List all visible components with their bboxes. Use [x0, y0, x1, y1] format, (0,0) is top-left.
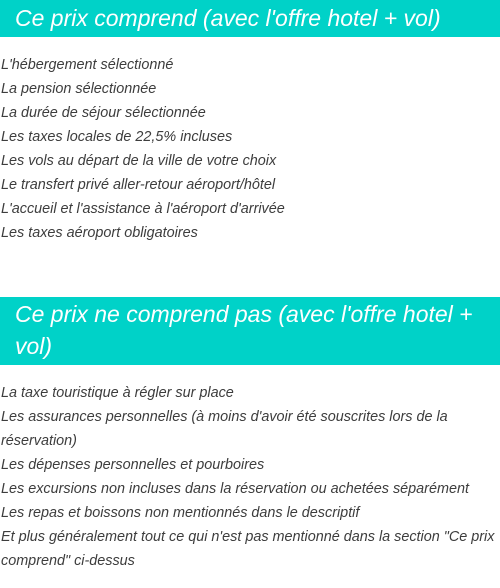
included-item-local-taxes: Les taxes locales de 22,5% incluses — [1, 129, 233, 145]
included-section — [0, 0, 500, 245]
included-item-board: La pension sélectionnée — [1, 81, 157, 97]
included-item-duration: La durée de séjour sélectionnée — [1, 105, 206, 121]
included-item-airport-welcome: L'accueil et l'assistance à l'aéroport d'arrivée — [1, 201, 285, 217]
excluded-section-title: Ce prix ne comprend pas (avec l'offre hotel + vol) — [0, 297, 500, 365]
excluded-list — [0, 381, 500, 573]
excluded-item-personal-expenses: Les dépenses personnelles et pourboires — [1, 457, 265, 473]
excluded-item-meals: Les repas et boissons non mentionnés dans le descriptif — [1, 505, 360, 521]
excluded-section — [0, 297, 500, 573]
excluded-item-insurance: Les assurances personnelles (à moins d'avoir été souscrites lors de la réservation) — [1, 409, 448, 449]
included-item-flights: Les vols au départ de la ville de votre choix — [1, 153, 277, 169]
excluded-item-other: Et plus généralement tout ce qui n'est pas mentionné dans la section "Ce prix comprend" ci-dessus — [1, 529, 495, 569]
included-item-accommodation: L'hébergement sélectionné — [1, 57, 174, 73]
included-item-airport-taxes: Les taxes aéroport obligatoires — [1, 225, 198, 241]
included-item-transfer: Le transfert privé aller-retour aéroport/hôtel — [1, 177, 276, 193]
included-section-title: Ce prix comprend (avec l'offre hotel + vol) — [0, 0, 500, 37]
included-list — [0, 53, 500, 245]
excluded-item-excursions: Les excursions non incluses dans la réservation ou achetées séparément — [1, 481, 469, 497]
excluded-item-tourist-tax: La taxe touristique à régler sur place — [1, 385, 234, 401]
